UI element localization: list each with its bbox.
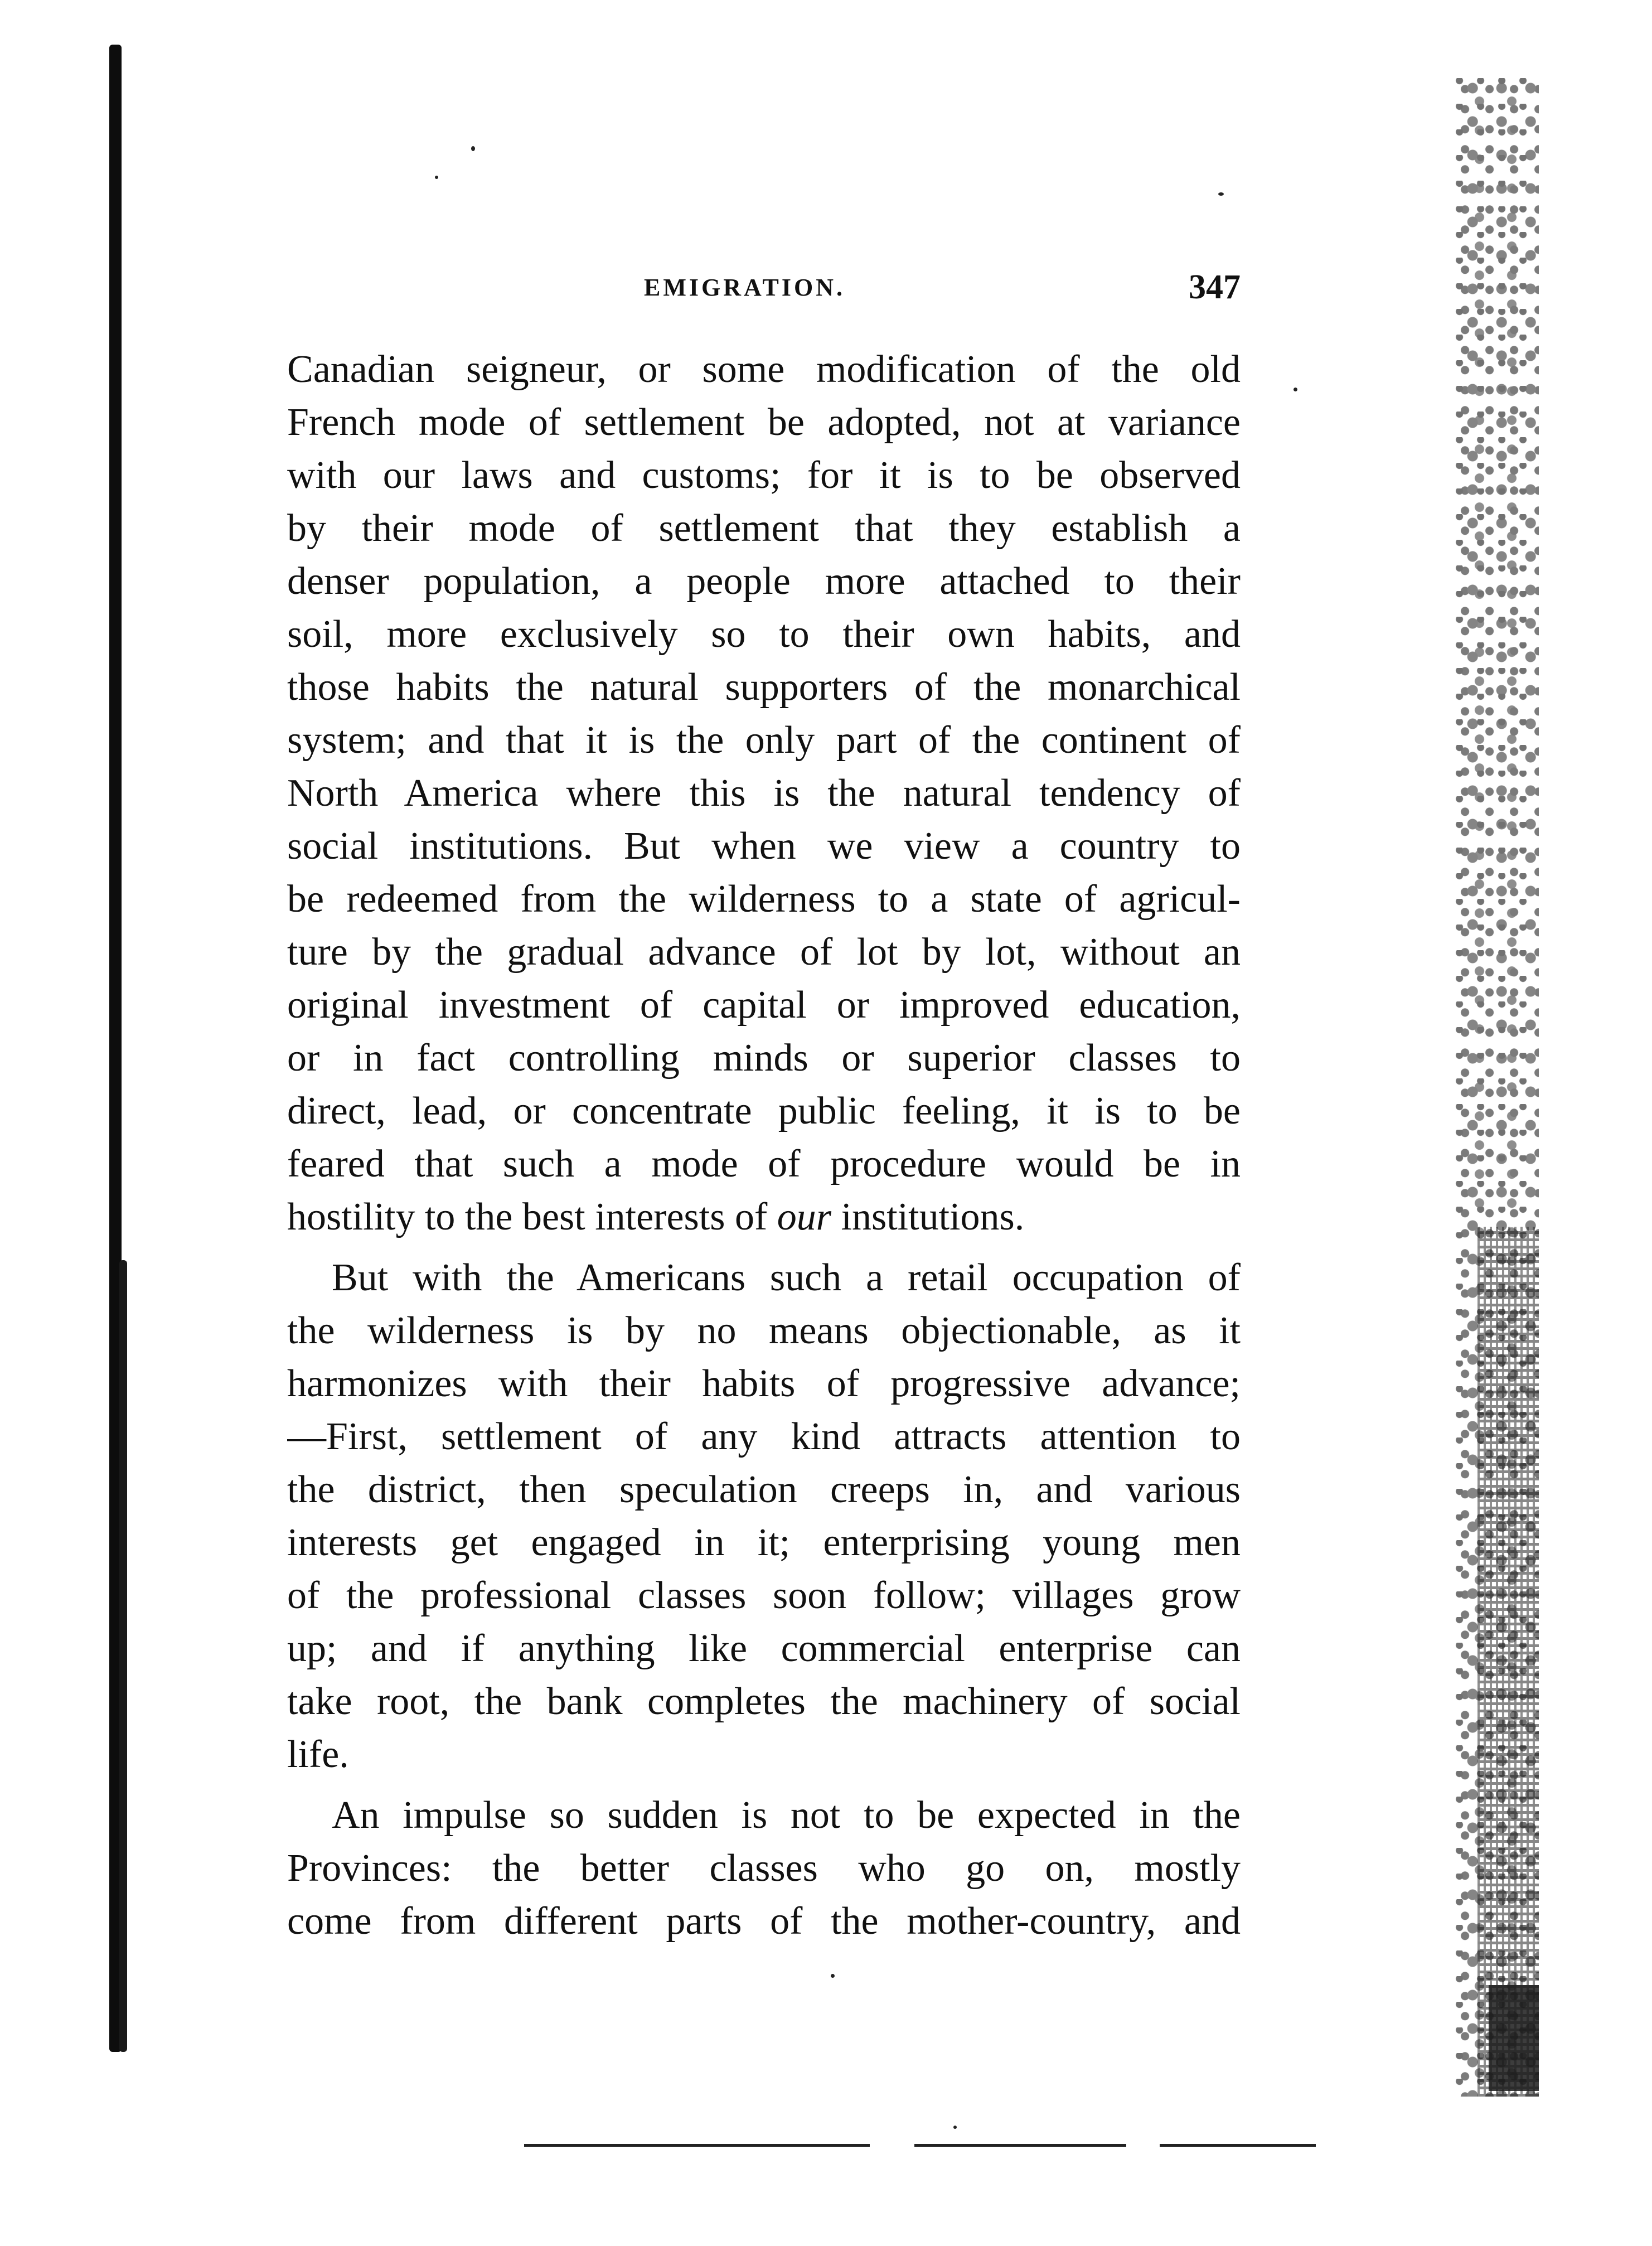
bottom-scan-rule [524,2144,870,2147]
text-line: soil, more exclusively so to their own habits, and [287,613,1241,656]
page-number: 347 [1189,268,1241,306]
text-line: take root, the bank completes the machinery of social [287,1680,1241,1723]
scan-speck [953,2126,957,2129]
text-line: Canadian seigneur, or some modification of the old [287,348,1241,391]
text-line: with our laws and customs; for it is to be observed [287,454,1241,497]
text-line: North America where this is the natural tendency of [287,772,1241,815]
text-line: or in fact controlling minds or superior classes to [287,1037,1241,1080]
text-line: interests get engaged in it; enterprising young men [287,1521,1241,1564]
bottom-scan-rule [914,2144,1126,2147]
text-line: But with the Americans such a retail occupation of [332,1256,1241,1299]
text-run: institutions. [831,1195,1025,1238]
scan-speck [1293,388,1297,391]
text-line: those habits the natural supporters of the monarchical [287,666,1241,709]
scan-speck [1218,192,1224,196]
text-run: hostility to the best interests of [287,1195,777,1238]
text-line: French mode of settlement be adopted, not at variance [287,401,1241,444]
text-line: —First, settlement of any kind attracts attention to [287,1415,1241,1458]
running-head [287,268,1241,312]
italic-word: our [777,1195,832,1238]
text-line-with-italic [287,1190,1241,1243]
text-line: be redeemed from the wilderness to a state of agricul- [287,878,1241,921]
text-line: An impulse so sudden is not to be expected in the [332,1794,1241,1837]
text-line: harmonizes with their habits of progressive advance; [287,1362,1241,1405]
scan-speck [471,146,475,151]
text-line: come from different parts of the mother-country, and [287,1900,1241,1943]
text-line: denser population, a people more attached to their [287,560,1241,603]
text-line: Provinces: the better classes who go on, mostly [287,1847,1241,1890]
text-line: life. [287,1733,349,1776]
text-line: the district, then speculation creeps in, and various [287,1468,1241,1511]
text-line: social institutions. But when we view a country to [287,825,1241,868]
text-line: ture by the gradual advance of lot by lot, without an [287,931,1241,974]
paragraph-gap [287,1781,1241,1789]
scan-speck [831,1974,835,1978]
paragraph-gap [287,1243,1241,1251]
text-line: direct, lead, or concentrate public feeling, it is to be [287,1090,1241,1132]
text-line: original investment of capital or improved education, [287,984,1241,1027]
text-line: of the professional classes soon follow; villages grow [287,1574,1241,1617]
text-line: feared that such a mode of procedure would be in [287,1143,1241,1185]
binding-shadow-left-lower [119,1260,127,2052]
scan-speck [435,176,438,179]
bottom-scan-rule [1160,2144,1316,2147]
body-text [287,343,1241,1948]
running-head-title: EMIGRATION. [644,274,845,301]
text-line: system; and that it is the only part of the continent of [287,719,1241,762]
text-line: up; and if anything like commercial enterprise can [287,1627,1241,1670]
scan-noise-right-edge-block [1489,1985,1539,2091]
text-line: by their mode of settlement that they establish a [287,507,1241,550]
text-line: the wilderness is by no means objectionable, as it [287,1309,1241,1352]
scan-noise-right-edge-dense [1477,1227,1539,2097]
